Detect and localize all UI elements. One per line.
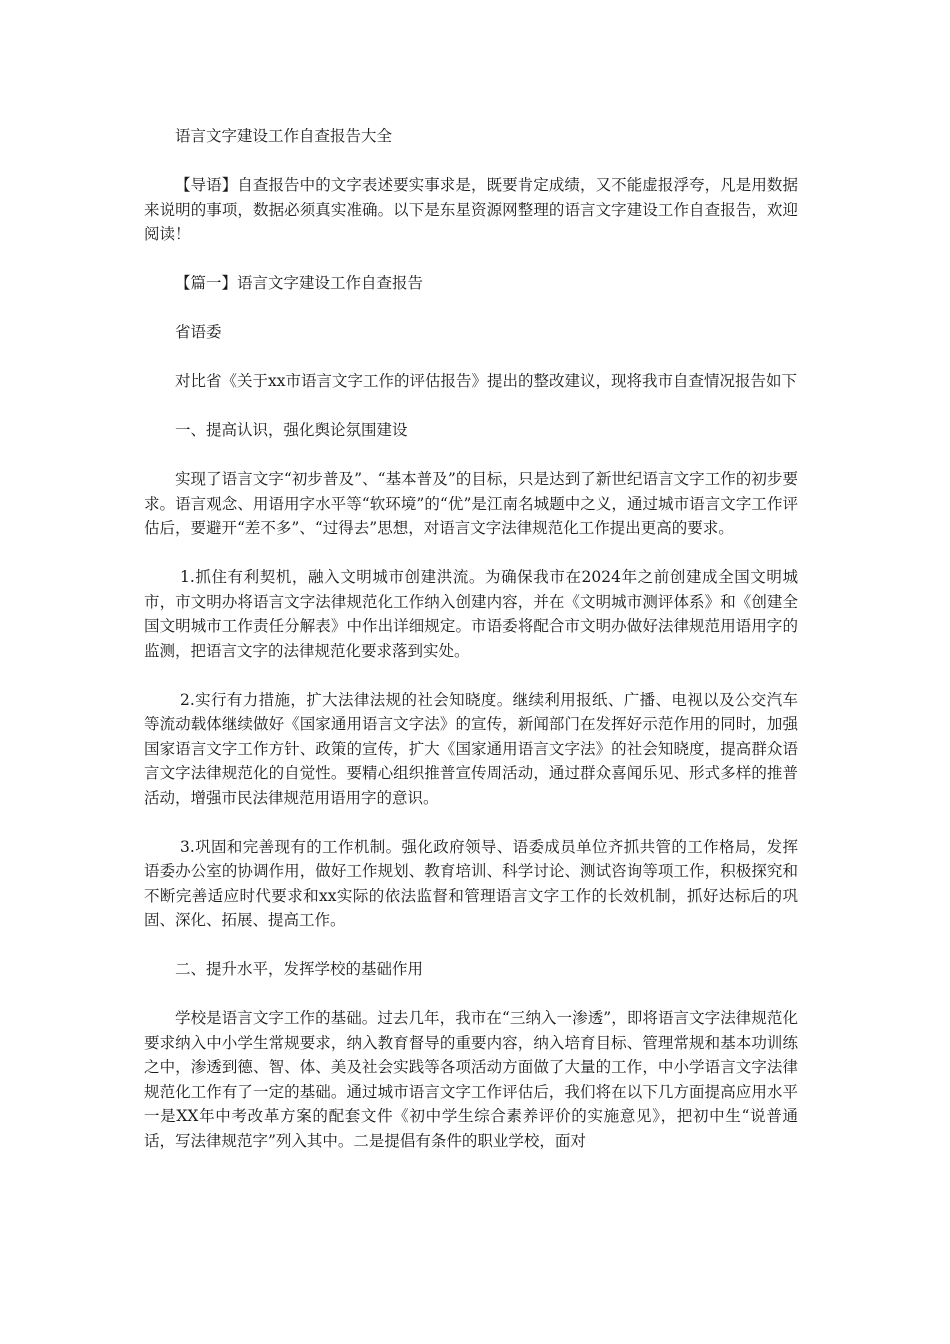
document-title: 语言文字建设工作自查报告大全 [175,127,393,145]
spacer [144,663,798,688]
section-1-body: 实现了语言文字“初步普及”、“基本普及”的目标，只是达到了新世纪语言文字工作的初步要求。语言观念、用语用字水平等“软环境”的“优”是江南名城题中之义，通过城市语言文字工作评估后，要避开“差不多”、“过得去”思想，对语言文字法律规范化工作提出更高的要求。 [144,470,798,537]
section-2-body: 学校是语言文字工作的基础。过去几年，我市在“三纳入一渗透”，即将语言文字法律规范化要求纳入中小学生常规要求，纳入教育督导的重要内容，纳入培育目标、管理常规和基本功训练之中，渗透到德、智、体、美及社会实践等各项活动方面做了大量的工作，中小学语言文字法律规范化工作有了一定的基础。通过城市语言文字工作评估后，我们将在以下几方面提高应用水平一是XX年中考改革方案的配套文件《初中学生综合素养评价的实施意见》，把初中生“说普通话，写法律规范字”列入其中。二是提倡有条件的职业学校，面对 [144,1009,798,1150]
section-1-title: 一、提高认识，强化舆论氛围建设 [175,421,408,439]
spacer [144,443,798,468]
item-1-paragraph: 1.抓住有利契机，融入文明城市创建洪流。为确保我市在2024年之前创建成全国文明城市，市文明办将语言文字法律规范化工作纳入创建内容，并在《文明城市测评体系》和《创建全国文明城市工作责任分解表》中作出详细规定。市语委将配合市文明办做好法律规范用语用字的监测，把语言文字的法律规范化要求落到实处。 [144,568,798,660]
spacer [144,345,798,370]
spacer [144,394,798,419]
opening-paragraph: 对比省《关于xx市语言文字工作的评估报告》提出的整改建议，现将我市自查情况报告如下 [175,372,797,390]
spacer [144,933,798,958]
section-2-title: 二、提升水平，发挥学校的基础作用 [175,960,424,978]
item-2-paragraph: 2.实行有力措施，扩大法律法规的社会知晓度。继续利用报纸、广播、电视以及公交汽车等流动载体继续做好《国家通用语言文字法》的宣传，新闻部门在发挥好示范作用的同时，加强国家语言文字工作方针、政策的宣传，扩大《国家通用语言文字法》的社会知晓度，提高群众语言文字法律规范化的自觉性。要精心组织推普宣传周活动，通过群众喜闻乐见、形式多样的推普活动，增强市民法律规范用语用字的意识。 [144,690,798,807]
spacer [144,810,798,835]
recipient: 省语委 [175,323,222,341]
chapter-title: 【篇一】语言文字建设工作自查报告 [175,274,424,292]
intro-paragraph: 【导语】自查报告中的文字表述要实事求是，既要肯定成绩，又不能虚报浮夸，凡是用数据来说明的事项，数据必须真实准确。以下是东星资源网整理的语言文字建设工作自查报告，欢迎阅读！ [144,176,798,243]
spacer [144,149,798,174]
spacer [144,982,798,1007]
spacer [144,247,798,272]
spacer [144,296,798,321]
item-3-paragraph: 3.巩固和完善现有的工作机制。强化政府领导、语委成员单位齐抓共管的工作格局，发挥语委办公室的协调作用，做好工作规划、教育培训、科学讨论、测试咨询等项工作，积极探究和不断完善适应时代要求和xx实际的依法监督和管理语言文字工作的长效机制，抓好达标后的巩固、深化、拓展、提高工作。 [144,837,798,929]
spacer [144,541,798,566]
document-page [144,124,798,1153]
